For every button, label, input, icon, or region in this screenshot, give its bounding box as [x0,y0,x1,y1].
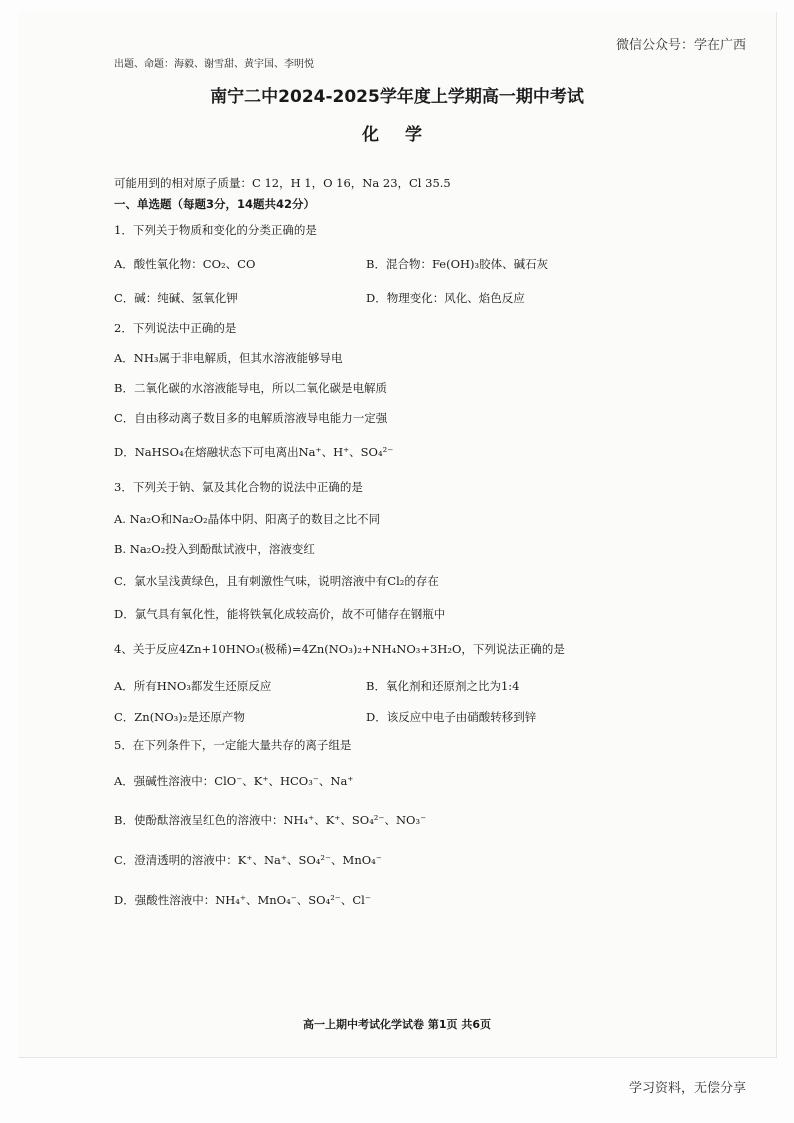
question-1-stem: 1．下列关于物质和变化的分类正确的是 [114,223,317,237]
question-1-option-c: C．碱：纯碱、氢氧化钾 [114,291,238,305]
question-4-option-b: B．氧化剂和还原剂之比为1:4 [366,679,520,693]
question-5-option-b: B．使酚酞溶液呈红色的溶液中：NH₄⁺、K⁺、SO₄²⁻、NO₃⁻ [114,813,427,827]
question-1-option-a: A．酸性氧化物：CO₂、CO [114,257,256,271]
section-heading: 一、单选题（每题3分，14题共42分） [114,197,316,211]
atomic-masses: 可能用到的相对原子质量：C 12，H 1，O 16，Na 23，Cl 35.5 [114,176,451,190]
page-footer: 高一上期中考试化学试卷 第1页 共6页 [303,1018,491,1031]
watermark-top: 微信公众号：学在广西 [615,38,746,53]
question-5-option-d: D．强酸性溶液中：NH₄⁺、MnO₄⁻、SO₄²⁻、Cl⁻ [114,893,371,907]
question-4-option-d: D．该反应中电子由硝酸转移到锌 [366,710,537,724]
question-1-option-d: D．物理变化：风化、焰色反应 [366,291,525,305]
question-2-option-a: A．NH₃属于非电解质，但其水溶液能够导电 [114,351,343,365]
question-3-option-d: D．氯气具有氧化性，能将铁氧化成较高价，故不可储存在钢瓶中 [114,607,446,621]
exam-title: 南宁二中2024-2025学年度上学期高一期中考试 [210,87,584,107]
question-5-stem: 5．在下列条件下，一定能大量共存的离子组是 [114,738,352,752]
question-2-option-c: C．自由移动离子数目多的电解质溶液导电能力一定强 [114,411,388,425]
question-5-option-a: A．强碱性溶液中：ClO⁻、K⁺、HCO₃⁻、Na⁺ [114,774,354,788]
question-1-option-b: B．混合物：Fe(OH)₃胶体、碱石灰 [366,257,549,271]
question-5-option-c: C．澄清透明的溶液中：K⁺、Na⁺、SO₄²⁻、MnO₄⁻ [114,853,382,867]
watermark-bottom: 学习资料，无偿分享 [628,1081,746,1096]
question-4-option-a: A．所有HNO₃都发生还原反应 [114,679,272,693]
question-3-option-c: C．氯水呈浅黄绿色，且有刺激性气味，说明溶液中有Cl₂的存在 [114,574,439,588]
question-4-stem: 4、关于反应4Zn+10HNO₃(极稀)=4Zn(NO₃)₂+NH₄NO₃+3H₂O，下列说法正确的是 [114,642,565,656]
authors-line: 出题、命题：海毅、谢雪甜、黄宇国、李明悦 [114,59,314,70]
question-4-option-c: C．Zn(NO₃)₂是还原产物 [114,710,245,724]
subject-title: 化 学 [362,125,432,145]
question-3-stem: 3．下列关于钠、氯及其化合物的说法中正确的是 [114,480,363,494]
question-2-stem: 2．下列说法中正确的是 [114,321,237,335]
question-2-option-d: D．NaHSO₄在熔融状态下可电离出Na⁺、H⁺、SO₄²⁻ [114,445,394,459]
question-3-option-b: B. Na₂O₂投入到酚酞试液中，溶液变红 [114,542,315,556]
question-2-option-b: B．二氧化碳的水溶液能导电，所以二氧化碳是电解质 [114,381,387,395]
question-3-option-a: A. Na₂O和Na₂O₂晶体中阴、阳离子的数目之比不同 [114,512,381,526]
